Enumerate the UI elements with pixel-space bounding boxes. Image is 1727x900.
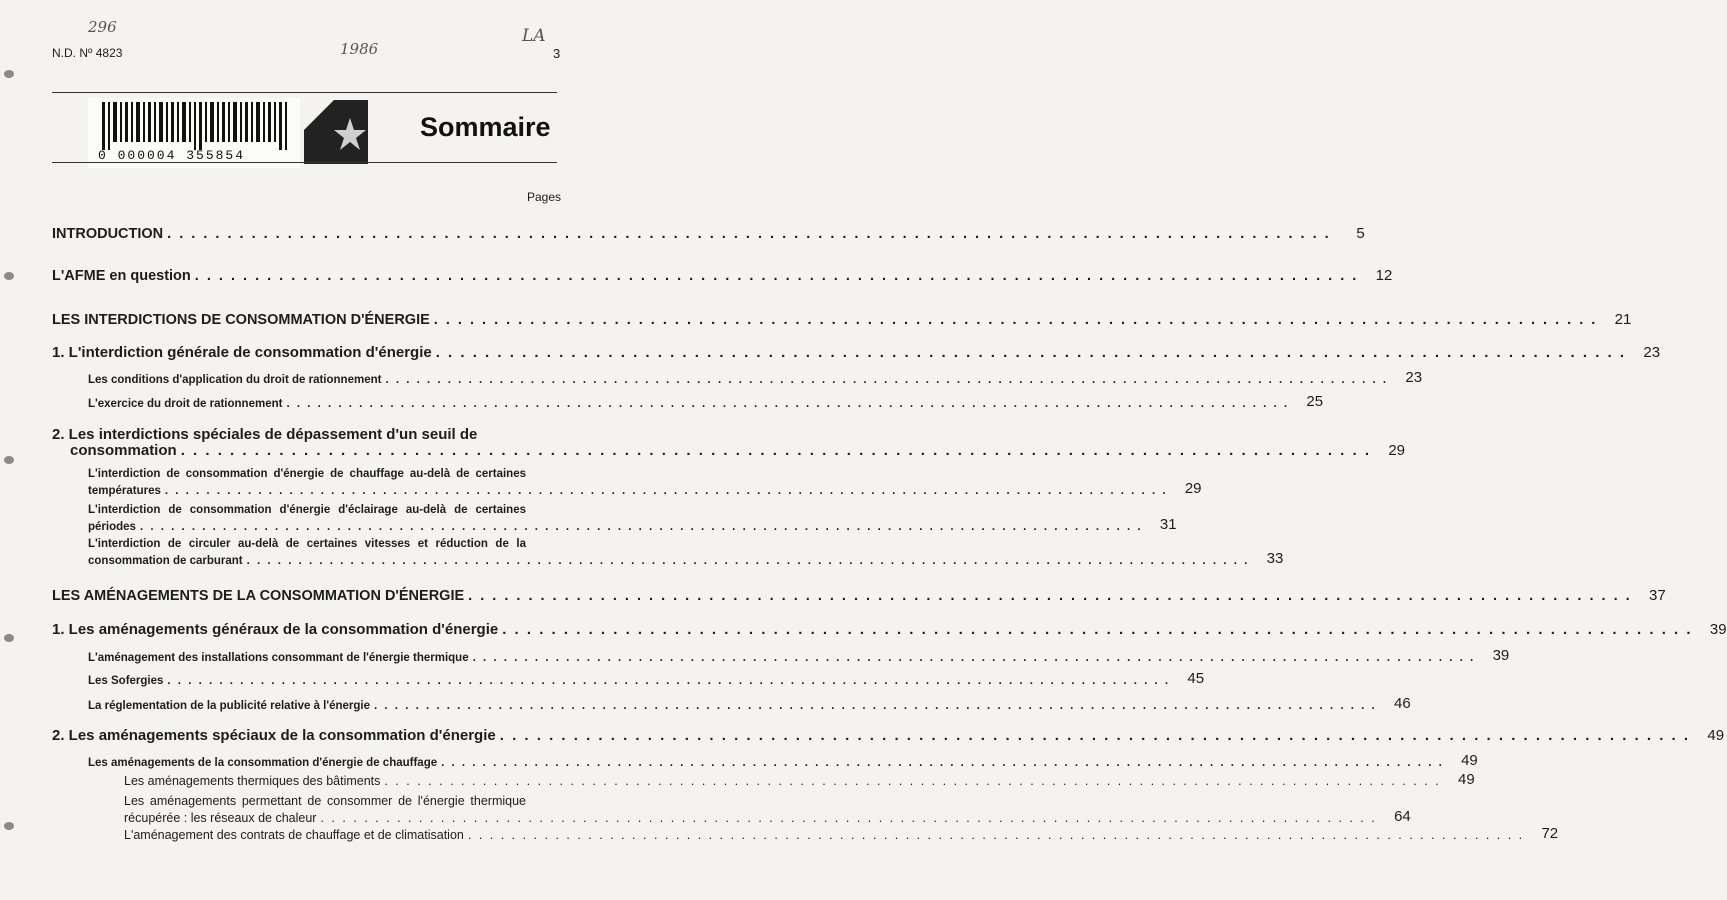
barcode-number: 0 000004 355854 (98, 148, 246, 163)
toc-page: 64 (1394, 808, 1411, 825)
toc-label: 2. Les aménagements spéciaux de la consommation d'énergie (52, 727, 496, 744)
toc-entry[interactable] (52, 587, 1666, 604)
pages-column-label: Pages (527, 190, 562, 204)
toc-label-line2: consommation (70, 442, 177, 459)
toc-entry[interactable] (124, 771, 1475, 788)
toc-entry[interactable] (88, 670, 1205, 687)
toc-page: 49 (1461, 752, 1478, 769)
toc-label: LES AMÉNAGEMENTS DE LA CONSOMMATION D'ÉNERGIE (52, 588, 465, 604)
toc-entry[interactable] (52, 621, 1727, 638)
toc-label-line2: périodes (88, 521, 136, 533)
toc-label: L'aménagement des installations consommant de l'énergie thermique (88, 652, 469, 664)
toc-entry[interactable] (88, 516, 1177, 533)
toc-entry[interactable] (52, 727, 1725, 744)
toc-entry[interactable] (70, 442, 1406, 459)
toc-page: 72 (1541, 825, 1559, 842)
toc-entry[interactable] (124, 825, 1559, 842)
toc-entry[interactable] (52, 267, 1393, 284)
toc-label-line1: L'interdiction de consommation d'énergie d'éclairage au-delà de certaines (88, 504, 526, 516)
toc-entry[interactable] (88, 550, 1284, 567)
toc-label: L'AFME en question (52, 268, 191, 284)
agency-logo-icon (304, 100, 368, 164)
toc-page: 39 (1709, 621, 1727, 638)
toc-page: 29 (1388, 442, 1406, 459)
toc-entry[interactable] (52, 344, 1661, 361)
toc-entry[interactable] (52, 225, 1365, 242)
toc-label: L'aménagement des contrats de chauffage et de climatisation (124, 828, 464, 842)
toc-label-line2: températures (88, 485, 161, 497)
toc-page: 45 (1187, 670, 1205, 687)
toc-page: 33 (1266, 550, 1284, 567)
toc-entry[interactable] (88, 752, 1478, 769)
handwritten-year: 1986 (340, 40, 379, 58)
toc-page: 46 (1394, 695, 1411, 712)
toc-label-line1: 2. Les interdictions spéciales de dépassement d'un seuil de (52, 426, 478, 443)
toc-label: 1. L'interdiction générale de consommation d'énergie (52, 344, 432, 361)
rule-top (52, 92, 557, 93)
toc-label-line2: récupérée : les réseaux de chaleur (124, 811, 317, 825)
toc-page: 12 (1375, 267, 1393, 284)
toc-page: 37 (1648, 587, 1666, 604)
toc-entry[interactable] (52, 311, 1632, 328)
toc-label: 1. Les aménagements généraux de la consommation d'énergie (52, 621, 499, 638)
toc-entry[interactable] (88, 369, 1423, 386)
toc-label: INTRODUCTION (52, 226, 164, 242)
toc-page: 23 (1405, 369, 1423, 386)
toc-entry[interactable] (88, 480, 1202, 497)
punch-mark (4, 272, 14, 280)
punch-mark (4, 70, 14, 78)
page-number: 3 (553, 46, 561, 61)
toc-label: La réglementation de la publicité relative à l'énergie (88, 700, 371, 712)
punch-mark (4, 456, 14, 464)
toc-page: 31 (1159, 516, 1177, 533)
toc-label-line1: Les aménagements permettant de consommer de l'énergie thermique (124, 794, 526, 808)
punch-mark (4, 634, 14, 642)
page-title: Sommaire (420, 112, 551, 142)
toc-page: 49 (1707, 727, 1725, 744)
toc-page: 29 (1184, 480, 1202, 497)
handwritten-initials: LA (522, 26, 546, 46)
toc-entry[interactable] (88, 695, 1411, 712)
toc-label-line1: L'interdiction de consommation d'énergie de chauffage au-delà de certaines (88, 468, 526, 480)
toc-entry[interactable] (88, 393, 1324, 410)
toc-label-line1: L'interdiction de circuler au-delà de certaines vitesses et réduction de la (88, 538, 526, 550)
toc-page: 23 (1643, 344, 1661, 361)
toc-page: 5 (1356, 225, 1365, 242)
rule-bottom (52, 162, 557, 163)
toc-label: Les conditions d'application du droit de rationnement (88, 374, 382, 386)
barcode-bars (102, 102, 292, 150)
toc-page: 39 (1492, 647, 1510, 664)
toc-label: Les aménagements thermiques des bâtiments (124, 774, 381, 788)
toc-page: 49 (1457, 771, 1475, 788)
doc-number: N.D. Nº 4823 (52, 46, 123, 60)
toc-page: 25 (1306, 393, 1324, 410)
barcode-sticker (88, 98, 300, 168)
toc-entry[interactable] (124, 808, 1411, 825)
handwritten-note: 296 (88, 18, 117, 36)
toc-label: L'exercice du droit de rationnement (88, 398, 283, 410)
toc-page: 21 (1614, 311, 1632, 328)
toc-label: Les Sofergies (88, 675, 164, 687)
toc-label: Les aménagements de la consommation d'énergie de chauffage (88, 757, 438, 769)
toc-label-line2: consommation de carburant (88, 555, 243, 567)
toc-label: LES INTERDICTIONS DE CONSOMMATION D'ÉNERGIE (52, 312, 430, 328)
punch-mark (4, 822, 14, 830)
toc-entry[interactable] (88, 647, 1510, 664)
